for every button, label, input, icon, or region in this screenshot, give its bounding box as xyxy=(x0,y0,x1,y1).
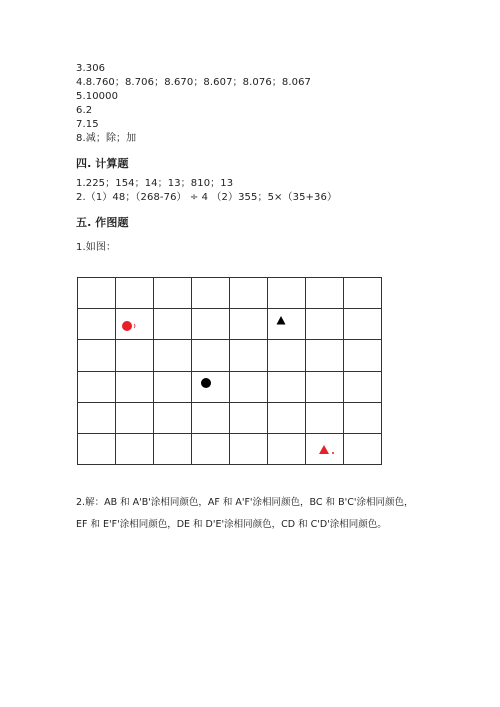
drawing-q1-label: 1.如图： xyxy=(76,242,117,253)
red-dot-mark xyxy=(134,324,135,328)
drawing-q2-line-1: 2.解：AB 和 A'B'涂相同颜色，AF 和 A'F'涂相同颜色，BC 和 B'C'涂相同颜色， xyxy=(76,497,414,508)
answer-6: 6.2 xyxy=(76,105,93,116)
drawing-q2-line-2: EF 和 E'F'涂相同颜色，DE 和 D'E'涂相同颜色，CD 和 C'D'涂相同颜色。 xyxy=(76,519,387,530)
answer-8: 8.减；除；加 xyxy=(76,133,137,144)
black-triangle xyxy=(277,316,286,325)
grid-lines xyxy=(77,277,382,465)
answer-7: 7.15 xyxy=(76,119,99,130)
drawing-grid xyxy=(77,277,387,473)
answer-4: 4.8.760；8.706；8.670；8.607；8.076；8.067 xyxy=(76,77,312,88)
red-dot xyxy=(122,321,132,331)
section-4-title: 四. 计算题 xyxy=(76,157,129,170)
red-triangle xyxy=(319,445,329,454)
section-5-title: 五. 作图题 xyxy=(76,216,129,229)
calc-answer-1: 1.225；154；14；13；810；13 xyxy=(76,178,234,189)
answer-5: 5.10000 xyxy=(76,91,119,102)
grid-svg xyxy=(77,277,387,469)
red-triangle-mark xyxy=(332,452,334,454)
black-dot xyxy=(201,378,211,388)
calc-answer-2: 2.（1）48；（268-76） ÷ 4 （2）355；5×（35+36） xyxy=(76,192,338,203)
answer-3: 3.306 xyxy=(76,63,106,74)
